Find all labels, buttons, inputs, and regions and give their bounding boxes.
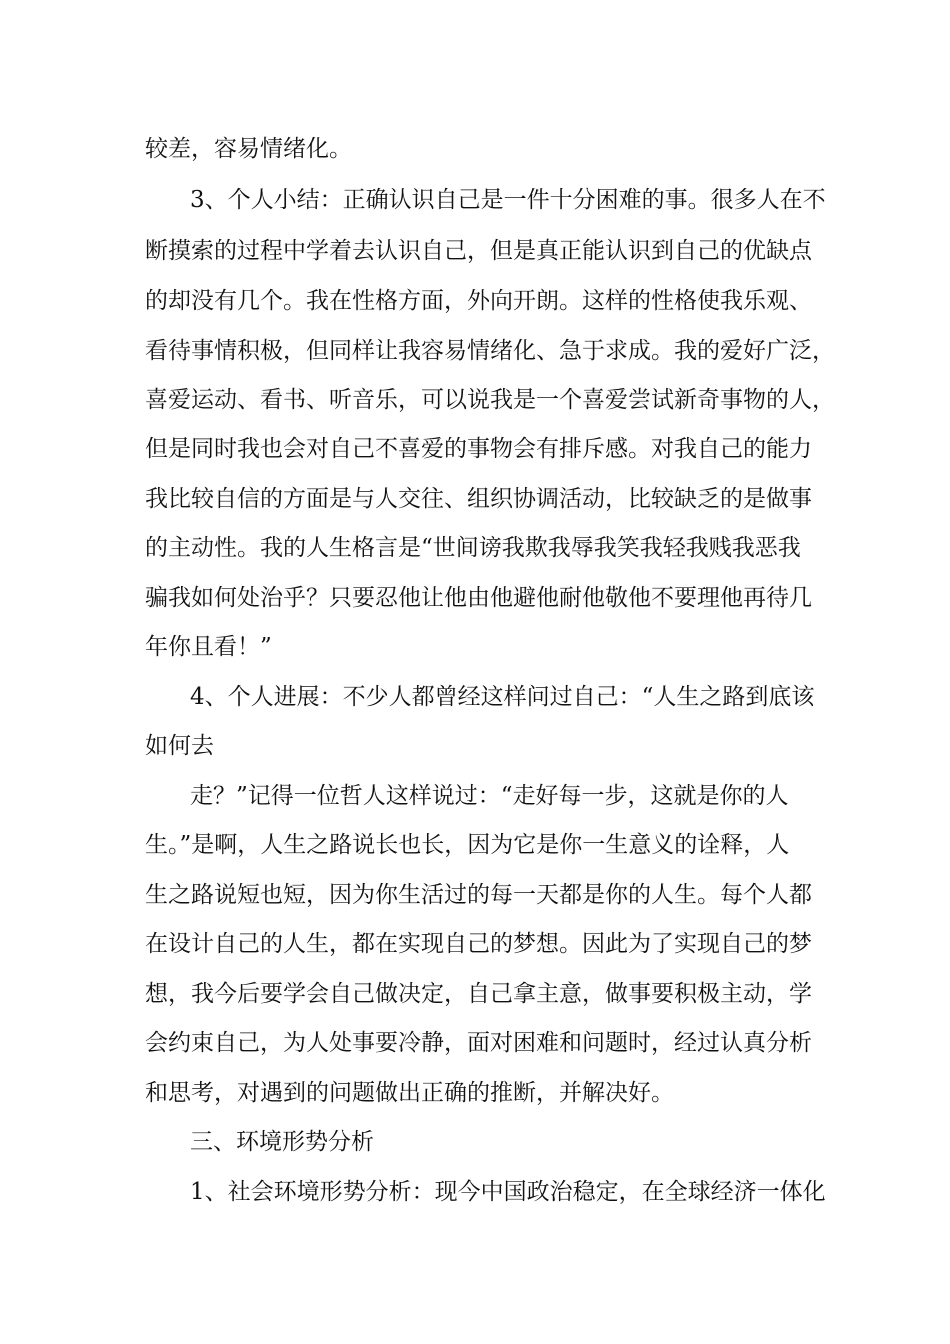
text-line: 断摸索的过程中学着去认识自己，但是真正能认识到自己的优缺点 xyxy=(145,238,812,264)
paragraph-4-start: 4、个人进展：不少人都曾经这样问过自己：“人生之路到底该 xyxy=(190,684,815,710)
text-line: 和思考，对遇到的问题做出正确的推断，并解决好。 xyxy=(145,1080,674,1106)
text-line: 较差，容易情绪化。 xyxy=(145,136,352,162)
text-line: 生。”是啊，人生之路说长也长，因为它是你一生意义的诠释，人 xyxy=(145,832,790,858)
text-line: 会约束自己，为人处事要冷静，面对困难和问题时，经过认真分析 xyxy=(145,1030,812,1056)
text-line: 看待事情积极，但同样让我容易情绪化、急于求成。我的爱好广泛， xyxy=(145,338,835,364)
text-line: 生之路说短也短，因为你生活过的每一天都是你的人生。每个人都 xyxy=(145,882,812,908)
paragraph-start: 1、社会环境形势分析：现今中国政治稳定，在全球经济一体化 xyxy=(190,1179,826,1205)
text-line: 在设计自己的人生，都在实现自己的梦想。因此为了实现自己的梦 xyxy=(145,931,812,957)
text-line: 想，我今后要学会自己做决定，自己拿主意，做事要积极主动，学 xyxy=(145,981,812,1007)
text-line: 喜爱运动、看书、听音乐，可以说我是一个喜爱尝试新奇事物的人， xyxy=(145,387,835,413)
text-line: 的却没有几个。我在性格方面，外向开朗。这样的性格使我乐观、 xyxy=(145,288,812,314)
paragraph-continuation: 走？”记得一位哲人这样说过：“走好每一步，这就是你的人 xyxy=(190,783,789,809)
text-line: 骗我如何处治乎？只要忍他让他由他避他耐他敬他不要理他再待几 xyxy=(145,585,812,611)
text-line: 年你且看！” xyxy=(145,634,272,660)
text-line: 如何去 xyxy=(145,733,214,759)
paragraph-3-start: 3、个人小结：正确认识自己是一件十分困难的事。很多人在不 xyxy=(190,187,826,213)
text-line: 我比较自信的方面是与人交往、组织协调活动，比较缺乏的是做事 xyxy=(145,486,812,512)
text-line: 但是同时我也会对自己不喜爱的事物会有排斥感。对我自己的能力 xyxy=(145,436,812,462)
section-heading: 三、环境形势分析 xyxy=(190,1129,374,1155)
text-line: 的主动性。我的人生格言是“世间谤我欺我辱我笑我轻我贱我恶我 xyxy=(145,535,801,561)
